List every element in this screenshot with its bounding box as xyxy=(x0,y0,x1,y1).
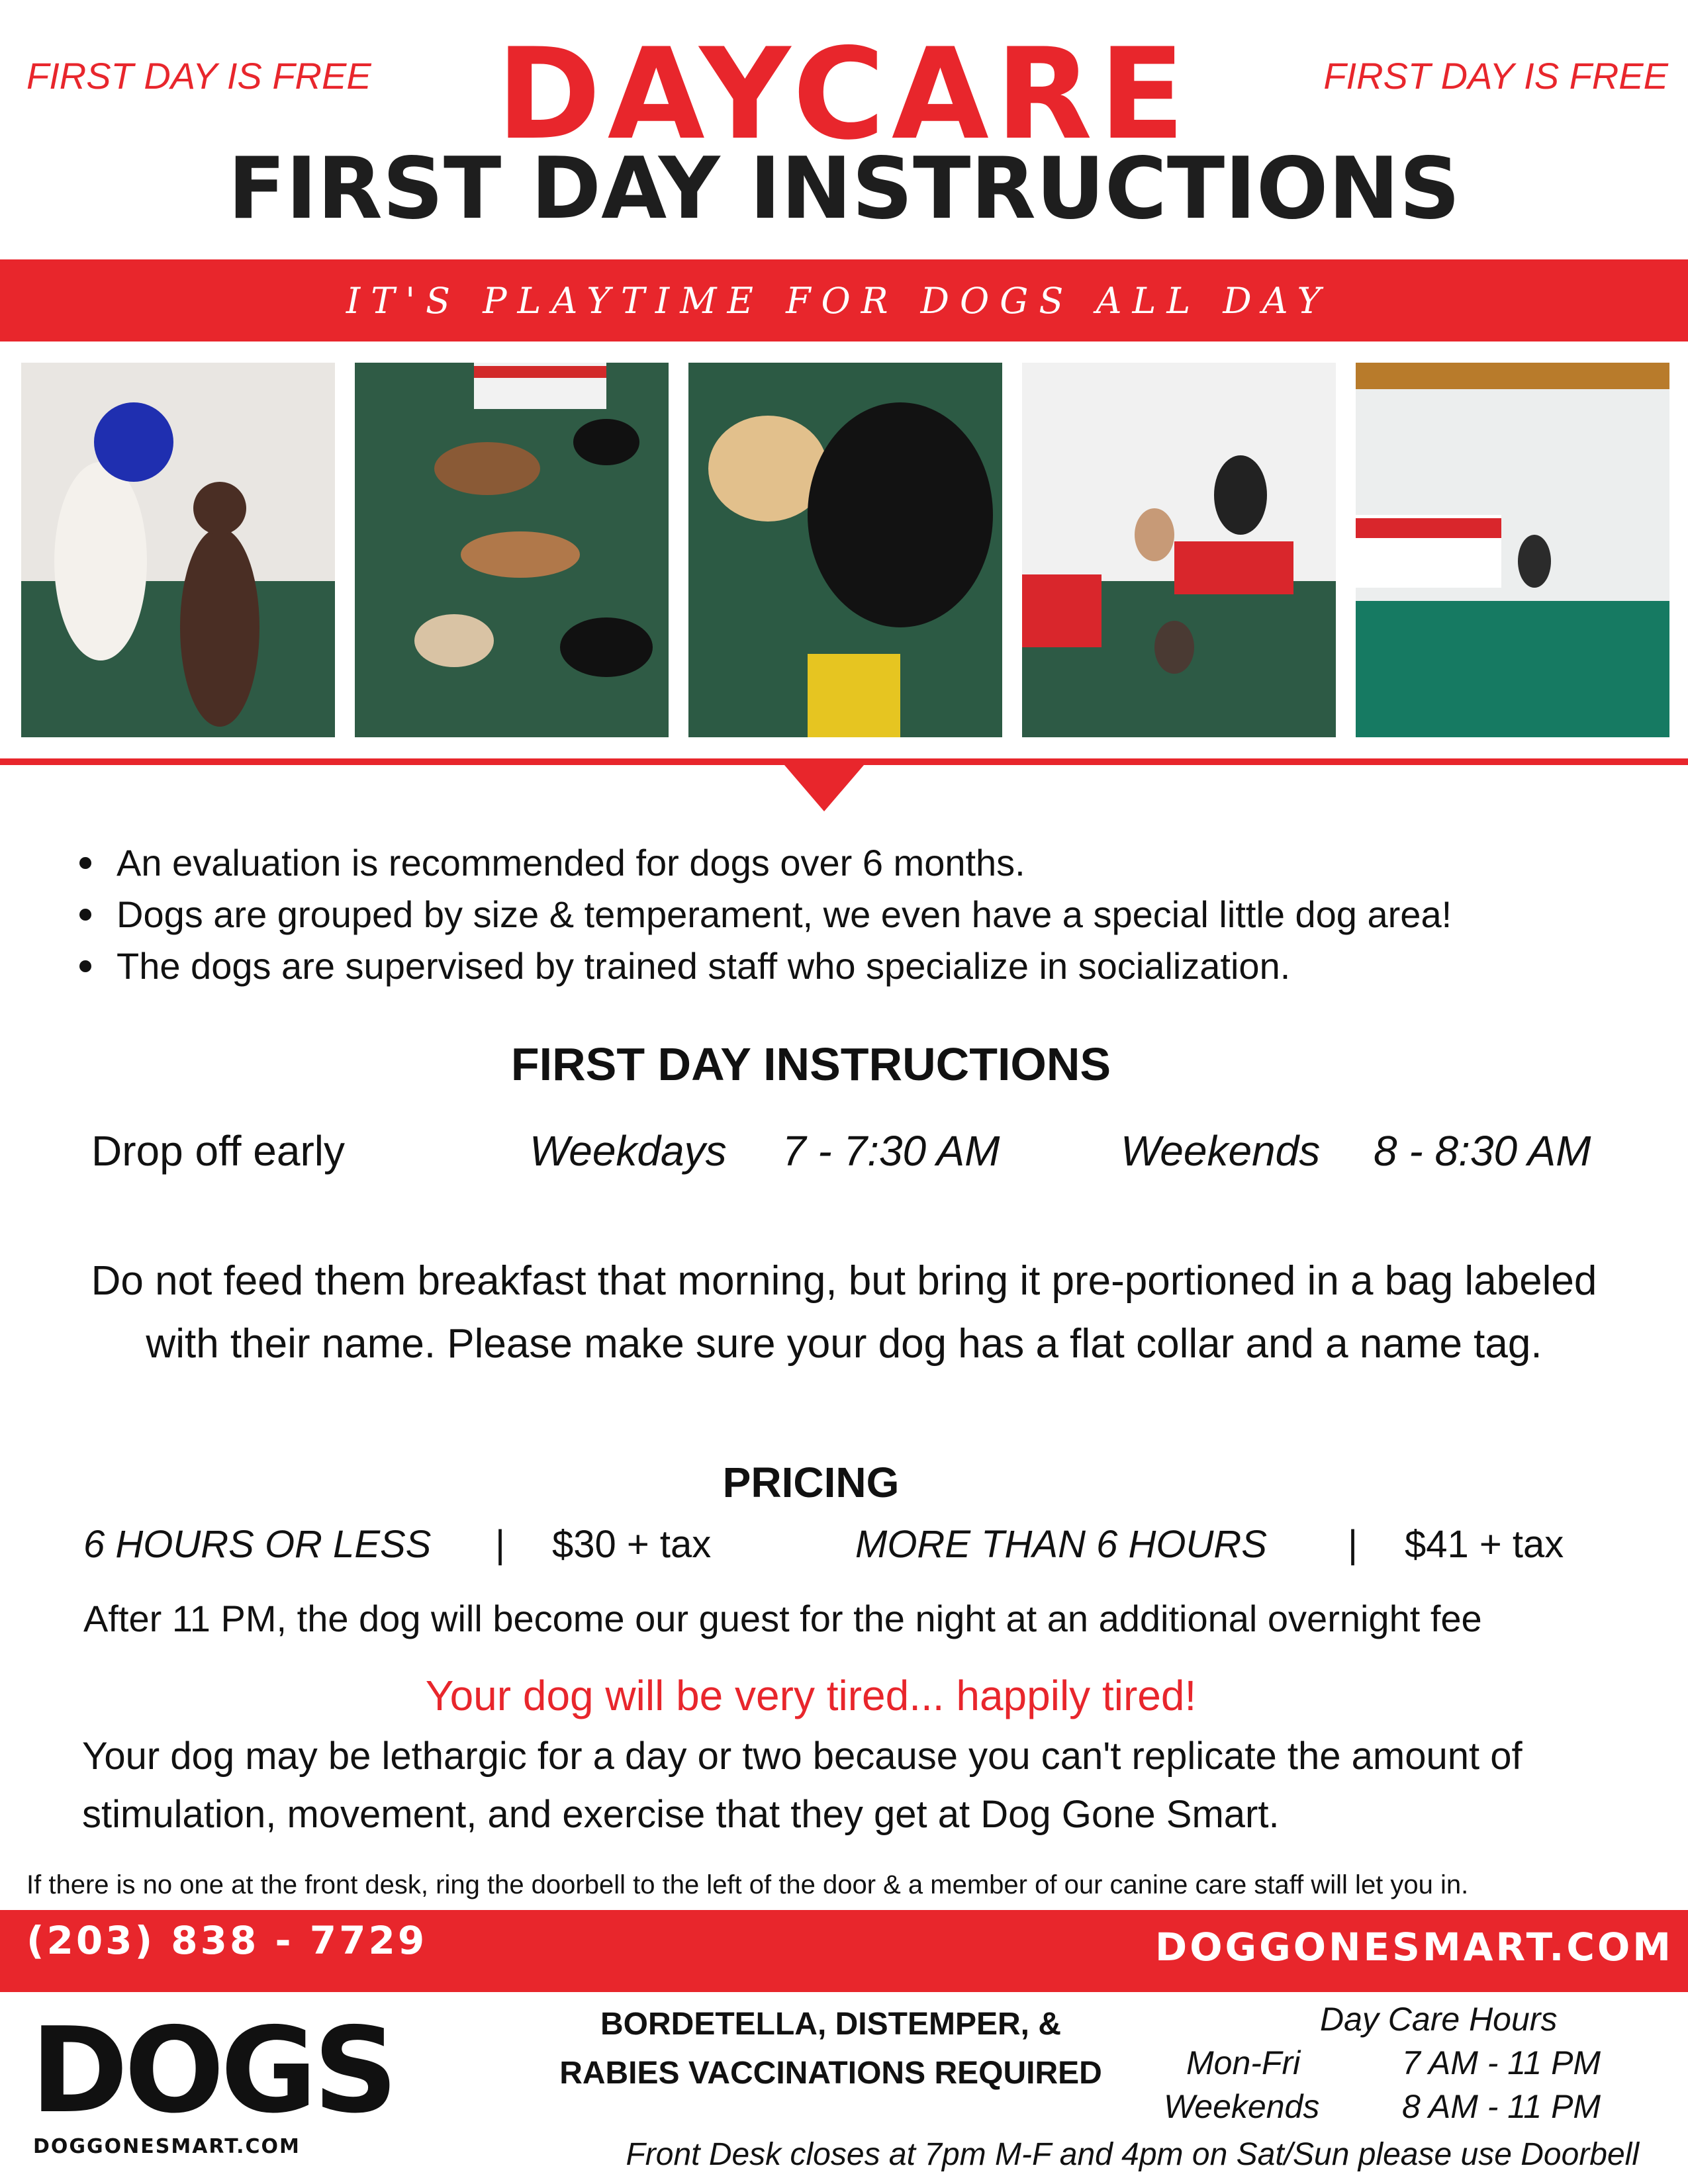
hours-weekend-label: Weekends xyxy=(1164,2088,1320,2125)
photo-dogs-closeup xyxy=(688,363,1002,737)
bullet-item: Dogs are grouped by size & temperament, we even have a special little dog area! xyxy=(71,889,1452,940)
tagline-banner xyxy=(0,259,1688,341)
tier2-label: MORE THAN 6 HOURS xyxy=(855,1523,1267,1566)
first-day-heading: FIRST DAY INSTRUCTIONS xyxy=(510,1038,1111,1090)
weekdays-label: Weekdays xyxy=(530,1127,727,1175)
tier2-separator: | xyxy=(1348,1523,1358,1566)
page-title: DAYCARE xyxy=(496,21,1192,167)
logo-url: DOGGONESMART.COM xyxy=(33,2135,301,2158)
tier2-price: $41 + tax xyxy=(1405,1523,1564,1566)
hours-weekday-label: Mon-Fri xyxy=(1186,2044,1301,2081)
front-desk-note: Front Desk closes at 7pm M-F and 4pm on Sat/Sun please use Doorbell xyxy=(626,2137,1639,2172)
dropoff-label: Drop off early xyxy=(91,1127,345,1175)
hours-title: Day Care Hours xyxy=(1320,2001,1558,2038)
page-subtitle: FIRST DAY INSTRUCTIONS xyxy=(228,140,1460,238)
section-divider xyxy=(0,758,1688,765)
overnight-note: After 11 PM, the dog will become our guest for the night at an additional overnight fee xyxy=(83,1598,1482,1639)
photo-dogs-playroom xyxy=(355,363,669,737)
logo-wordmark: DOGS xyxy=(30,2002,395,2139)
vaccine-line-2: RABIES VACCINATIONS REQUIRED xyxy=(559,2056,1102,2091)
tier1-separator: | xyxy=(495,1523,506,1566)
photo-dogs-beds xyxy=(1022,363,1336,737)
vaccine-requirements xyxy=(516,2000,1145,2098)
pricing-heading: PRICING xyxy=(722,1459,900,1506)
photo-dogs-ball xyxy=(21,363,335,737)
vaccine-line-1: BORDETELLA, DISTEMPER, & xyxy=(600,2007,1062,2042)
dogs-logo xyxy=(26,2002,395,2164)
hours-weekend-time: 8 AM - 11 PM xyxy=(1402,2088,1601,2125)
website-link[interactable]: DOGGONESMART.COM xyxy=(1155,1925,1673,1970)
weekdays-time: 7 - 7:30 AM xyxy=(782,1127,1000,1175)
bullet-item: The dogs are supervised by trained staff who specialize in socialization. xyxy=(71,940,1452,992)
promo-left: FIRST DAY IS FREE xyxy=(26,55,371,97)
tagline-text: IT'S PLAYTIME FOR DOGS ALL DAY xyxy=(346,279,1332,322)
phone-number[interactable]: (203) 838 - 7729 xyxy=(26,1918,428,1963)
photo-dog-room xyxy=(1356,363,1669,737)
tier1-price: $30 + tax xyxy=(552,1523,712,1566)
hours-weekday-time: 7 AM - 11 PM xyxy=(1402,2044,1601,2081)
tier1-label: 6 HOURS OR LESS xyxy=(83,1523,432,1566)
intro-bullets xyxy=(71,837,1452,992)
first-day-instructions: Do not feed them breakfast that morning, but bring it pre-portioned in a bag labeled with their name. Please make sure your dog has a flat collar and a name tag. xyxy=(91,1258,1597,1367)
doorbell-note: If there is no one at the front desk, ring the doorbell to the left of the door & a member of our canine care staff will let you in. xyxy=(26,1870,1469,1899)
weekends-time: 8 - 8:30 AM xyxy=(1374,1127,1591,1175)
down-pointer-icon xyxy=(784,765,864,811)
bullet-item: An evaluation is recommended for dogs over 6 months. xyxy=(71,837,1452,889)
tired-heading: Your dog will be very tired... happily tired! xyxy=(425,1672,1197,1719)
weekends-label: Weekends xyxy=(1121,1127,1321,1175)
promo-right: FIRST DAY IS FREE xyxy=(1323,55,1668,97)
tired-body: Your dog may be lethargic for a day or two because you can't replicate the amount of stimulation, movement, and exercise that they get at Dog Gone Smart. xyxy=(82,1735,1523,1836)
